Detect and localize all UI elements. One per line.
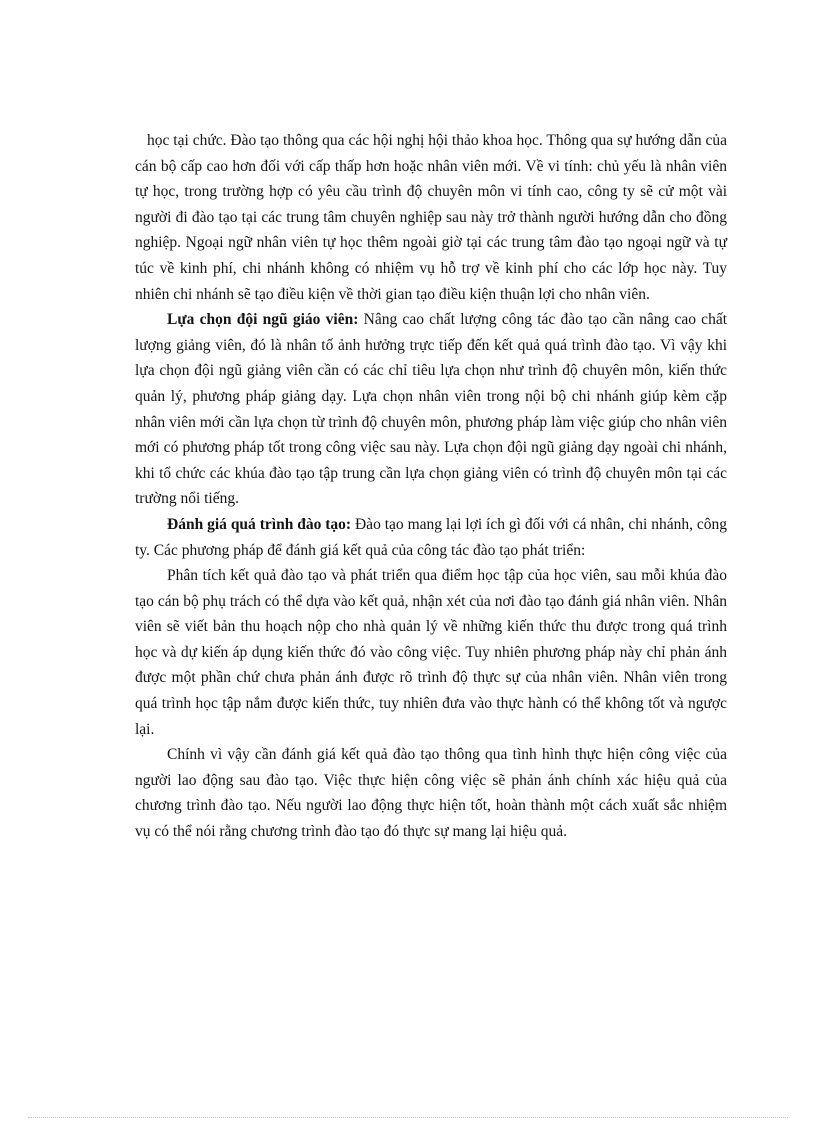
- section-heading-training-evaluation: Đánh giá quá trình đào tạo:: [167, 515, 352, 533]
- paragraph-training-methods: [135, 128, 727, 307]
- paragraph-training-evaluation: [135, 512, 727, 563]
- paragraph-result-analysis: [135, 563, 727, 742]
- paragraph-text: học tại chức. Đào tạo thông qua các hội nghị hội thảo khoa học. Thông qua sự hướng dẫn của cán bộ cấp cao hơn đối với cấp thấp hơn hoặc nhân viên mới. Về vi tính: chủ yếu là nhân viên tự học, trong trường hợp có yêu cầu trình độ chuyên môn vi tính cao, công ty sẽ cử một vài người đi đào tạo tại các trung tâm chuyên nghiệp sau này trở thành người hướng dẫn cho đồng nghiệp. Ngoại ngữ nhân viên tự học thêm ngoài giờ tại các trung tâm đào tạo ngoại ngữ và tự túc về kinh phí, chi nhánh không có nhiệm vụ hỗ trợ về kinh phí cho các lớp học này. Tuy nhiên chi nhánh sẽ tạo điều kiện về thời gian tạo điều kiện thuận lợi cho nhân viên.: [135, 132, 727, 303]
- paragraph-teacher-selection: [135, 307, 727, 512]
- paragraph-text: Nâng cao chất lượng công tác đào tạo cần nâng cao chất lượng giảng viên, đó là nhân tố ảnh hưởng trực tiếp đến kết quả quá trình đào tạo. Vì vậy khi lựa chọn đội ngũ giảng viên cần có các chỉ tiêu lựa chọn như trình độ chuyên môn, kiến thức quản lý, phương pháp giảng dạy. Lựa chọn nhân viên trong nội bộ chi nhánh giúp kèm cặp nhân viên mới cần lựa chọn từ trình độ chuyên môn, phương pháp làm việc giúp cho nhân viên mới có phương pháp tốt trong công việc sau này. Lựa chọn đội ngũ giảng dạy ngoài chi nhánh, khi tổ chức các khúa đào tạo tập trung cần lựa chọn giảng viên có trình độ chuyên môn tại các trường nổi tiếng.: [135, 311, 728, 508]
- section-heading-teacher-selection: Lựa chọn đội ngũ giáo viên:: [167, 311, 359, 329]
- paragraph-text: Chính vì vậy cần đánh giá kết quả đào tạo thông qua tình hình thực hiện công việc của người lao động sau đào tạo. Việc thực hiện công việc sẽ phản ánh chính xác hiệu quả của chương trình đào tạo. Nếu người lao động thực hiện tốt, hoàn thành một cách xuất sắc nhiệm vụ có thể nói rằng chương trình đào tạo đó thực sự mang lại hiệu quả.: [135, 746, 727, 841]
- paragraph-performance-evaluation: [135, 742, 727, 844]
- page-bottom-divider: [28, 1117, 788, 1118]
- document-body: [135, 128, 727, 845]
- paragraph-text: Đào tạo mang lại lợi ích gì đối với cá nhân, chi nhánh, công ty. Các phương pháp để đánh giá kết quả của công tác đào tạo phát triển:: [135, 515, 727, 559]
- paragraph-text: Phân tích kết quả đào tạo và phát triển qua điểm học tập của học viên, sau mỗi khúa đào tạo cán bộ phụ trách có thể dựa vào kết quả, nhận xét của nơi đào tạo đánh giá nhân viên. Nhân viên sẽ viết bản thu hoạch nộp cho nhà quản lý về những kiến thức thu được trong quá trình học và dự kiến áp dụng kiến thức đó vào công việc. Tuy nhiên phương pháp này chỉ phản ánh được một phần chứ chưa phản ánh được rõ trình độ thực sự của nhân viên. Nhân viên trong quá trình học tập nắm được kiến thức, tuy nhiên đưa vào thực hành có thể không tốt và ngược lại.: [135, 567, 727, 738]
